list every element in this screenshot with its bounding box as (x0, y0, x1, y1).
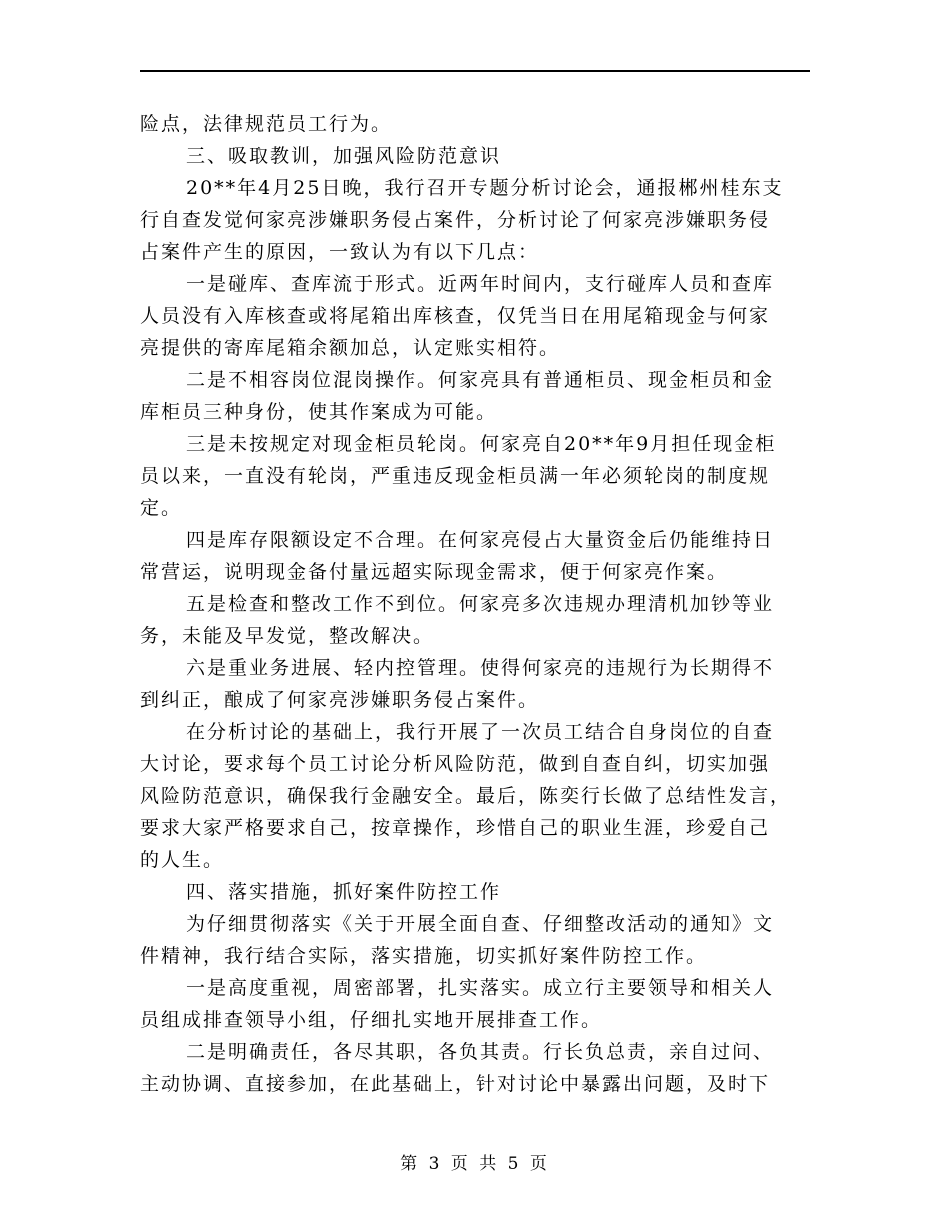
paragraph-line: 常营运，说明现金备付量远超实际现金需求，便于何家亮作案。 (140, 561, 729, 583)
paragraph-first-line: 二是不相容岗位混岗操作。何家亮具有普通柜员、现金柜员和金 (186, 369, 775, 391)
paragraph-line: 库柜员三种身份，使其作案成为可能。 (140, 401, 498, 423)
paragraph-line: 行自查发觉何家亮涉嫌职务侵占案件，分析讨论了何家亮涉嫌职务侵 (140, 209, 771, 231)
paragraph-line: 定。 (140, 497, 183, 519)
paragraph-first-line: 一是高度重视，周密部署，扎实落实。成立行主要领导和相关人 (186, 977, 775, 999)
paragraph-line: 风险防范意识，确保我行金融安全。最后，陈奕行长做了总结性发言， (140, 785, 792, 807)
paragraph-line: 员组成排查领导小组，仔细扎实地开展排查工作。 (140, 1009, 603, 1031)
paragraph-line: 主动协调、直接参加，在此基础上，针对讨论中暴露出问题，及时下 (140, 1073, 771, 1095)
paragraph-line: 的人生。 (140, 849, 225, 871)
paragraph-line: 人员没有入库核查或将尾箱出库核查，仅凭当日在用尾箱现金与何家 (140, 305, 771, 327)
paragraph-line: 务，未能及早发觉，整改解决。 (140, 625, 435, 647)
paragraph-line: 大讨论，要求每个员工讨论分析风险防范，做到自查自纠，切实加强 (140, 753, 771, 775)
paragraph-first-line: 二是明确责任，各尽其职，各负其责。行长负总责，亲自过问、 (186, 1041, 775, 1063)
paragraph-line: 亮提供的寄库尾箱余额加总，认定账实相符。 (140, 337, 561, 359)
paragraph-first-line: 四、落实措施，抓好案件防控工作 (186, 881, 502, 903)
paragraph-first-line: 一是碰库、查库流于形式。近两年时间内，支行碰库人员和查库 (186, 273, 775, 295)
paragraph-line: 到纠正，酿成了何家亮涉嫌职务侵占案件。 (140, 689, 540, 711)
paragraph-line: 件精神，我行结合实际，落实措施，切实抓好案件防控工作。 (140, 945, 708, 967)
paragraph-first-line: 六是重业务进展、轻内控管理。使得何家亮的违规行为长期得不 (186, 657, 775, 679)
paragraph-first-line: 为仔细贯彻落实《关于开展全面自查、仔细整改活动的通知》文 (186, 913, 775, 935)
paragraph-first-line: 四是库存限额设定不合理。在何家亮侵占大量资金后仍能维持日 (186, 529, 775, 551)
paragraph-first-line: 在分析讨论的基础上，我行开展了一次员工结合自身岗位的自查 (186, 721, 775, 743)
paragraph-first-line: 三、吸取教训，加强风险防范意识 (186, 145, 502, 167)
paragraph-first-line: 20**年4月25日晚，我行召开专题分析讨论会，通报郴州桂东支 (186, 177, 784, 199)
paragraph-first-line: 三是未按规定对现金柜员轮岗。何家亮自20**年9月担任现金柜 (186, 433, 777, 455)
paragraph-line: 要求大家严格要求自己，按章操作，珍惜自己的职业生涯，珍爱自己 (140, 817, 771, 839)
paragraph-first-line: 五是检查和整改工作不到位。何家亮多次违规办理清机加钞等业 (186, 593, 775, 615)
document-body (140, 108, 810, 1100)
paragraph-line: 占案件产生的原因，一致认为有以下几点： (140, 241, 540, 263)
page-footer: 第 3 页 共 5 页 (400, 1154, 550, 1174)
paragraph-line: 险点，法律规范员工行为。 (140, 113, 393, 135)
paragraph-line: 员以来，一直没有轮岗，严重违反现金柜员满一年必须轮岗的制度规 (140, 465, 771, 487)
header-rule (140, 70, 810, 72)
